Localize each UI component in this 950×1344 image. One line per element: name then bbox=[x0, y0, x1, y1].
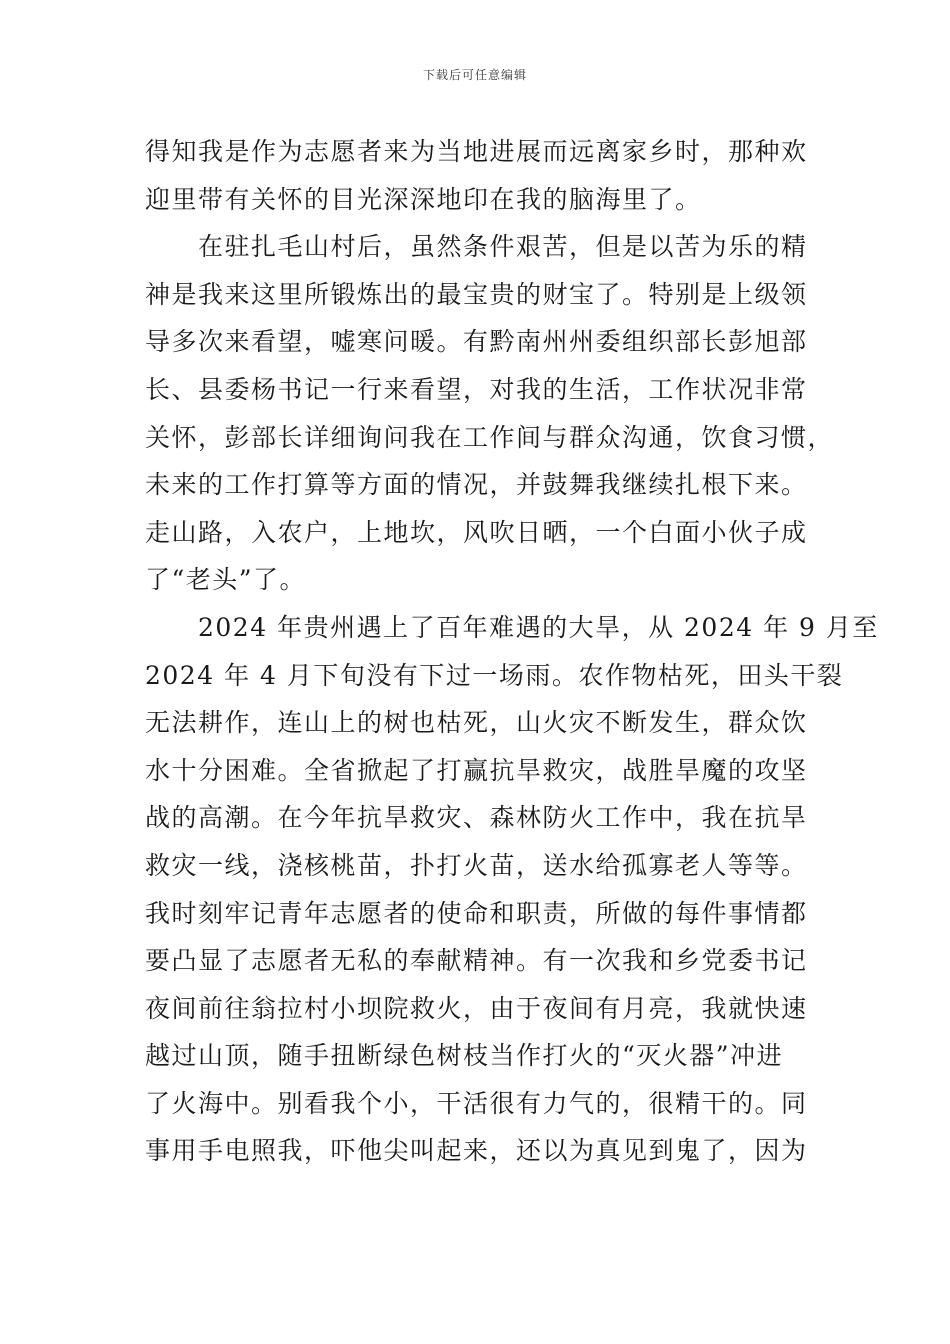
text-line: 战的高潮。在今年抗旱救灾、森林防火工作中，我在抗旱 bbox=[145, 803, 808, 833]
text-line: 要凸显了志愿者无私的奉献精神。有一次我和乡党委书记 bbox=[145, 946, 808, 976]
text-line: 神是我来这里所锻炼出的最宝贵的财宝了。特别是上级领 bbox=[145, 279, 808, 309]
text-line: 2024 年 4 月下旬没有下过一场雨。农作物枯死，田头干裂 bbox=[145, 660, 844, 690]
text-line: 得知我是作为志愿者来为当地进展而远离家乡时，那种欢 bbox=[145, 137, 808, 166]
text-line: 水十分困难。全省掀起了打赢抗旱救灾，战胜旱魔的攻坚 bbox=[145, 755, 808, 785]
text-line: 未来的工作打算等方面的情况，并鼓舞我继续扎根下来。 bbox=[145, 470, 808, 500]
text-line: 越过山顶，随手扭断绿色树枝当作打火的“灭火器”冲进 bbox=[145, 1041, 784, 1071]
text-line: 迎里带有关怀的目光深深地印在我的脑海里了。 bbox=[145, 184, 702, 214]
text-line: 导多次来看望，嘘寒问暖。有黔南州州委组织部长彭旭部 bbox=[145, 327, 808, 357]
text-line: 我时刻牢记青年志愿者的使命和职责，所做的每件事情都 bbox=[145, 898, 808, 928]
text-line: 事用手电照我，吓他尖叫起来，还以为真见到鬼了，因为 bbox=[145, 1136, 808, 1166]
text-line: 了火海中。别看我个小，干活很有力气的，很精干的。同 bbox=[145, 1088, 808, 1118]
document-body bbox=[145, 128, 879, 1175]
text-line: 救灾一线，浇核桃苗，扑打火苗，送水给孤寡老人等等。 bbox=[145, 850, 808, 880]
text-line: 走山路，入农户，上地坎，风吹日晒，一个白面小伙子成 bbox=[145, 517, 808, 547]
text-line: 了“老头”了。 bbox=[145, 565, 307, 595]
text-line: 在驻扎毛山村后，虽然条件艰苦，但是以苦为乐的精 bbox=[145, 232, 808, 262]
text-line: 夜间前往翁拉村小坝院救火，由于夜间有月亮，我就快速 bbox=[145, 993, 808, 1023]
text-line: 关怀，彭部长详细询问我在工作间与群众沟通，饮食习惯， bbox=[145, 422, 835, 452]
text-line: 无法耕作，连山上的树也枯死，山火灾不断发生，群众饮 bbox=[145, 708, 808, 738]
text-line: 长、县委杨书记一行来看望，对我的生活，工作状况非常 bbox=[145, 374, 808, 404]
text-line: 2024 年贵州遇上了百年难遇的大旱，从 2024 年 9 月至 bbox=[145, 612, 879, 642]
page-header-note: 下载后可任意编辑 bbox=[422, 68, 527, 82]
